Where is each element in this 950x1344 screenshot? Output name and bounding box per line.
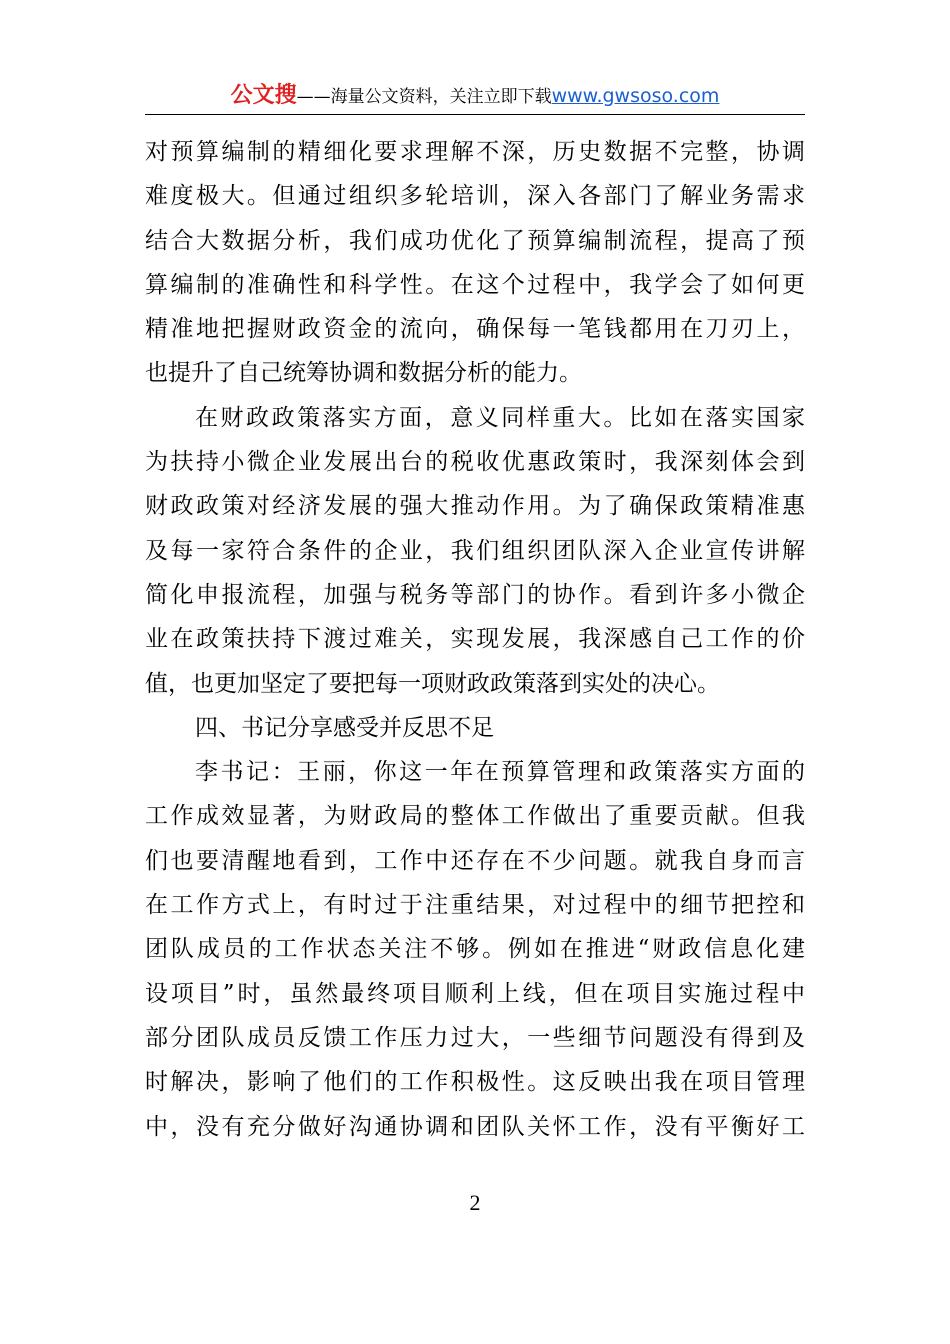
body-line: 为扶持小微企业发展出台的税收优惠政策时，我深刻体会到 (145, 449, 805, 476)
body-line: 团队成员的工作状态关注不够。例如在推进“财政信息化建 (145, 936, 805, 963)
body-line: 及每一家符合条件的企业，我们组织团队深入企业宣传讲解 (145, 537, 805, 564)
body-line: 值，也更加坚定了要把每一项财政政策落到实处的决心。 (145, 670, 720, 697)
page-number: 2 (469, 1190, 481, 1215)
section-heading: 四、书记分享感受并反思不足 (195, 714, 494, 741)
document-body (145, 130, 805, 1149)
body-line: 业在政策扶持下渡过难关，实现发展，我深感自己工作的价 (145, 626, 805, 653)
body-line: 时解决，影响了他们的工作积极性。这反映出我在项目管理 (145, 1069, 805, 1096)
document-header (145, 82, 805, 114)
body-line: 李书记：王丽，你这一年在预算管理和政策落实方面的 (195, 759, 805, 786)
body-line: 也提升了自己统筹协调和数据分析的能力。 (145, 360, 582, 387)
body-line: 设项目”时，虽然最终项目顺利上线，但在项目实施过程中 (145, 980, 805, 1007)
header-brand: 公文搜 (230, 83, 297, 108)
body-line: 简化申报流程，加强与税务等部门的协作。看到许多小微企 (145, 581, 805, 608)
body-line: 在工作方式上，有时过于注重结果，对过程中的细节把控和 (145, 892, 805, 919)
body-line: 对预算编制的精细化要求理解不深，历史数据不完整，协调 (145, 139, 805, 165)
body-line: 中，没有充分做好沟通协调和团队关怀工作，没有平衡好工 (145, 1113, 805, 1140)
header-site-link[interactable]: www.gwsoso.com (551, 85, 720, 107)
body-line: 财政政策对经济发展的强大推动作用。为了确保政策精准惠 (145, 493, 805, 520)
body-line: 精准地把握财政资金的流向，确保每一笔钱都用在刀刃上， (145, 316, 805, 343)
body-line: 们也要清醒地看到，工作中还存在不少问题。就我自身而言 (145, 847, 805, 874)
body-line: 工作成效显著，为财政局的整体工作做出了重要贡献。但我 (145, 803, 805, 830)
header-slogan: ——海量公文资料，关注立即下载 (296, 87, 552, 107)
body-line: 部分团队成员反馈工作压力过大，一些细节问题没有得到及 (145, 1024, 805, 1051)
body-line: 结合大数据分析，我们成功优化了预算编制流程，提高了预 (145, 227, 805, 254)
header-divider (145, 114, 805, 115)
body-line: 难度极大。但通过组织多轮培训，深入各部门了解业务需求 (145, 183, 805, 210)
body-line: 在财政政策落实方面，意义同样重大。比如在落实国家 (195, 404, 805, 431)
body-line: 算编制的准确性和科学性。在这个过程中，我学会了如何更 (145, 271, 805, 298)
